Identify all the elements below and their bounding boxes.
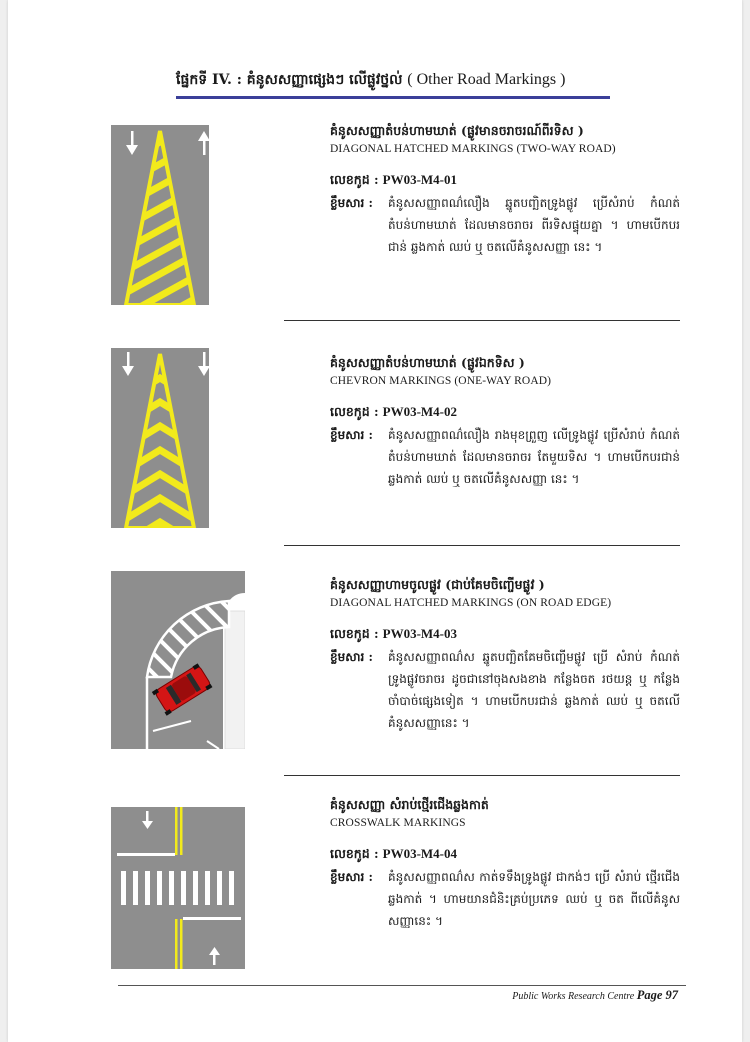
item-1-title-kh: គំនូសសញ្ញាតំបន់ហាមឃាត់ (ផ្លូវមានចរាចរណ៍ពីរទិស )	[330, 123, 584, 138]
item-2-code: PW03-M4-02	[382, 404, 457, 419]
item-3-title-en: DIAGONAL HATCHED MARKINGS (ON ROAD EDGE)	[330, 597, 612, 609]
item-4-description: គំនូសសញ្ញាពណ៌ស កាត់ទទឹងទ្រូងផ្លូវ ជាកង់ៗ ប្រើ សំរាប់ ថ្មើរជើងឆ្លងកាត់ ។ ហាមយានជំនិះគ្រប់ប្រភេទ ឈប់ ឬ ចត ពីលើគំនូសសញ្ញានេះ ។	[388, 870, 680, 928]
item-4-text	[330, 796, 680, 932]
code-label: លេខកូដ :	[330, 846, 379, 861]
document-page	[8, 0, 742, 1042]
item-1-title-en: DIAGONAL HATCHED MARKINGS (TWO-WAY ROAD)	[330, 143, 616, 155]
item-1-description: គំនូសសញ្ញាពណ៌លឿង ឆ្នូតបញ្ឆិតទ្រូងផ្លូវ ប្រើសំរាប់ កំណត់តំបន់ហាមឃាត់ ដែលមានចរាចរ ពីរទិសផ្ទុយគ្នា ។ ហាមបើកបរជាន់ ឆ្លងកាត់ ឈប់ ឬ ចតលើគំនូសសញ្ញា នេះ ។	[388, 196, 680, 254]
desc-label: ខ្លឹមសារ :	[330, 196, 373, 210]
item-separator	[284, 545, 680, 546]
desc-label: ខ្លឹមសារ :	[330, 650, 373, 664]
item-separator	[284, 320, 680, 321]
code-label: លេខកូដ :	[330, 172, 379, 187]
item-1-text	[330, 122, 680, 258]
item-1-code-row	[330, 170, 680, 190]
desc-label: ខ្លឹមសារ :	[330, 870, 373, 884]
code-label: លេខកូដ :	[330, 626, 379, 641]
code-label: លេខកូដ :	[330, 404, 379, 419]
item-1-code: PW03-M4-01	[382, 172, 457, 187]
footer-rule	[118, 985, 686, 986]
item-2-code-row	[330, 402, 680, 422]
item-3-code: PW03-M4-03	[382, 626, 457, 641]
item-3-text	[330, 576, 680, 734]
item-3-title-kh: គំនូសសញ្ញាហាមចូលផ្លូវ (ជាប់គែមចិញ្ចើមផ្លូវ )	[330, 577, 545, 592]
item-2-text	[330, 354, 680, 490]
road-edge-hatched-marking-illustration	[111, 571, 245, 749]
item-1-desc-row	[330, 192, 680, 258]
footer-org: Public Works Research Centre	[512, 991, 635, 1002]
item-2-title-kh: គំនូសសញ្ញាតំបន់ហាមឃាត់ (ផ្លូវឯកទិស )	[330, 355, 525, 370]
item-4-title-kh: គំនូសសញ្ញា សំរាប់ថ្មើរជើងឆ្លងកាត់	[330, 797, 489, 812]
item-2-desc-row	[330, 424, 680, 490]
page-number: Page 97	[636, 988, 678, 1002]
page-footer	[512, 988, 678, 1003]
chevron-marking-illustration	[111, 348, 209, 528]
two-way-hatched-marking-illustration	[111, 125, 209, 305]
item-3-code-row	[330, 624, 680, 644]
header-title-kh: ផ្នែកទី IV. : គំនូសសញ្ញាផ្សេងៗ លើផ្លូវថ្នល់	[176, 72, 403, 88]
header-title-en: ( Other Road Markings )	[407, 71, 566, 88]
item-4-code-row	[330, 844, 680, 864]
header-underline	[176, 96, 610, 99]
page-header	[176, 70, 610, 91]
desc-label: ខ្លឹមសារ :	[330, 428, 373, 442]
item-3-desc-row	[330, 646, 680, 734]
item-2-title-en: CHEVRON MARKINGS (ONE-WAY ROAD)	[330, 375, 552, 387]
crosswalk-marking-illustration	[111, 807, 245, 969]
item-separator	[284, 775, 680, 776]
item-2-description: គំនូសសញ្ញាពណ៌លឿង រាងមុខព្រួញ លើទ្រូងផ្លូវ ប្រើសំរាប់ កំណត់តំបន់ហាមឃាត់ ដែលមានចរាចរ តែមួយទិស ។ ហាមបើកបរជាន់ ឆ្លងកាត់ ឈប់ ឬ ចតលើគំនូសសញ្ញា នេះ ។	[388, 428, 680, 486]
item-3-description: គំនូសសញ្ញាពណ៌ស ឆ្នូតបញ្ឆិតគែមចិញ្ចើមផ្លូវ ប្រើ សំរាប់ កំណត់ទ្រូងផ្លូវចរាចរ ដូចជានៅចុងសងខាង កន្លែងចត រថយន្ត ឬ កន្លែងចាំបាច់ផ្សេងទៀត ។ ហាមបើកបរជាន់ ឆ្លងកាត់ ឈប់ ឬ ចតលើគំនូសសញ្ញានេះ ។	[388, 650, 680, 730]
item-4-title-en: CROSSWALK MARKINGS	[330, 817, 466, 829]
item-4-desc-row	[330, 866, 680, 932]
item-4-code: PW03-M4-04	[382, 846, 457, 861]
